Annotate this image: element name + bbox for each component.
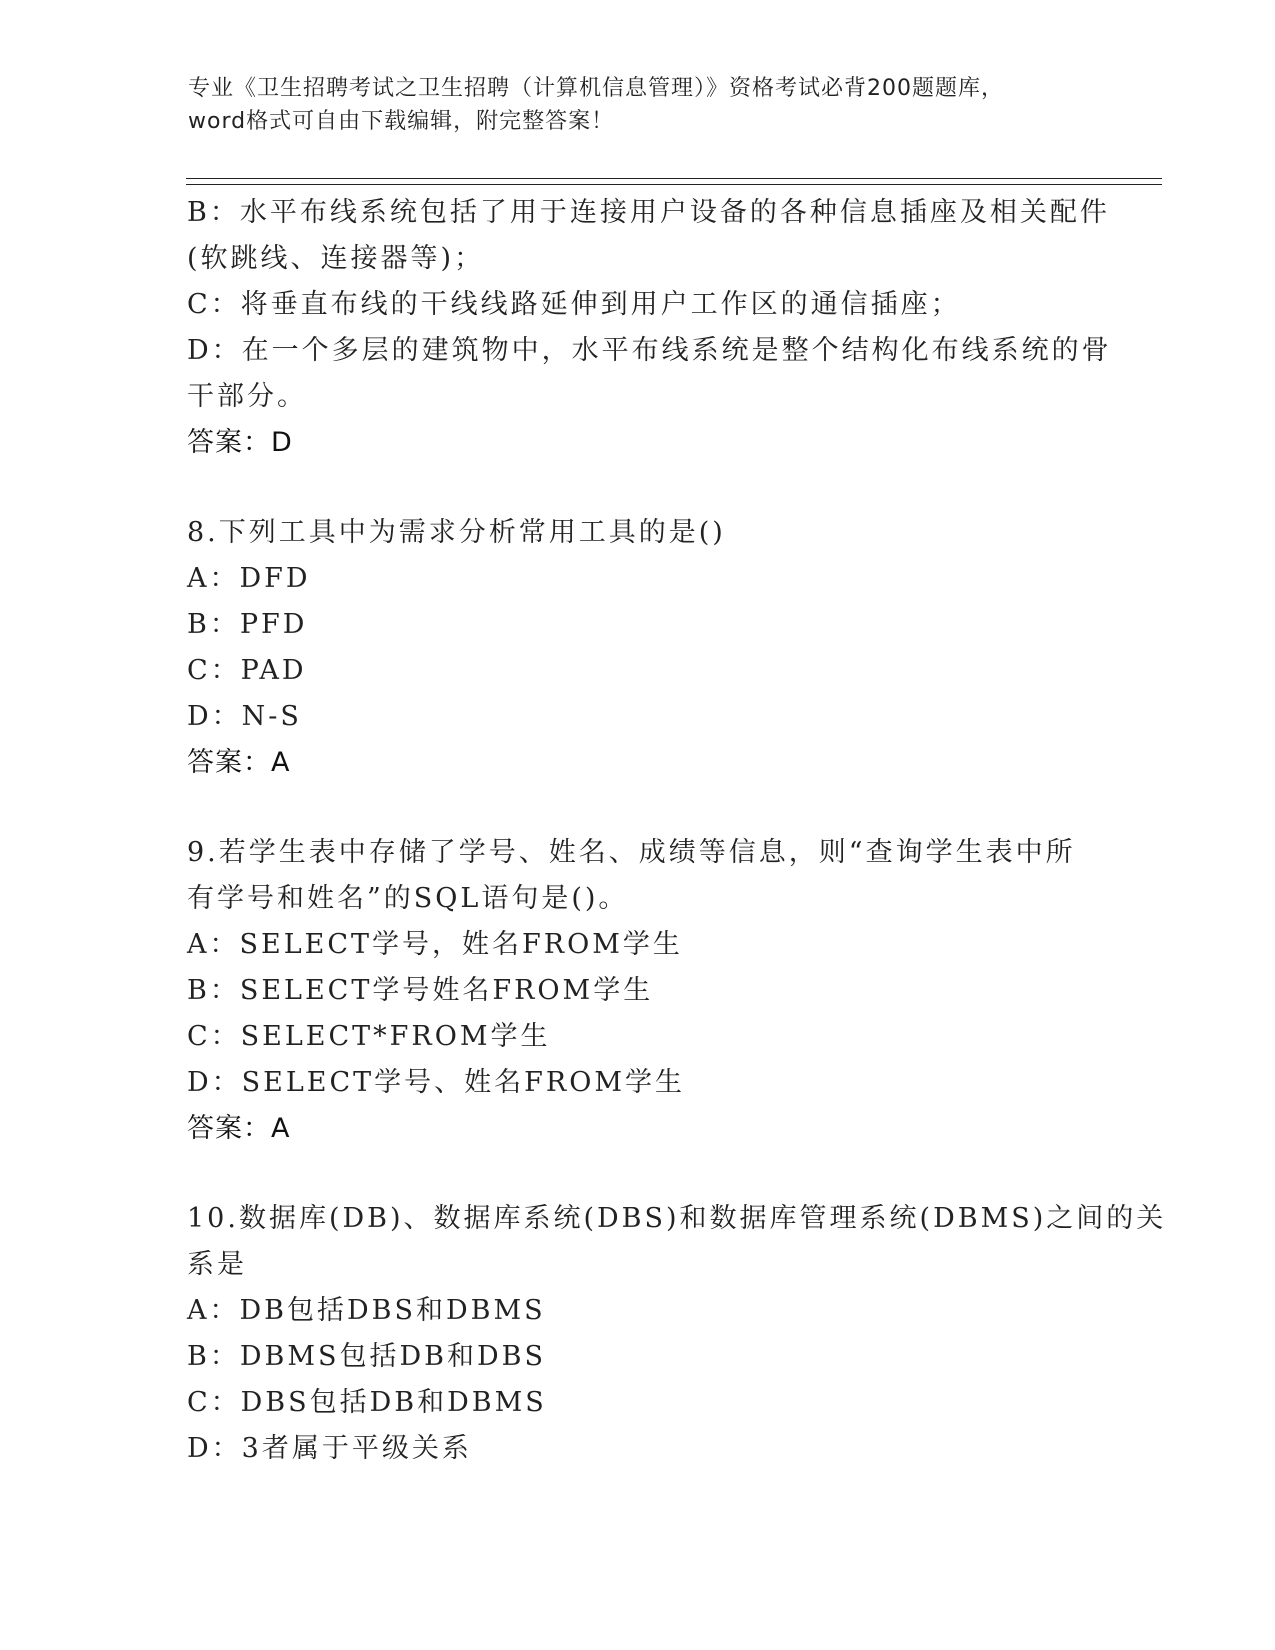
q8-option-a: A：DFD [187,563,311,594]
q7-option-d-line-1: D：在一个多层的建筑物中，水平布线系统是整个结构化布线系统的骨 [187,335,1112,366]
q9-answer: 答案：A [187,1113,291,1144]
q7-option-b-line-2: (软跳线、连接器等)； [187,243,485,274]
q8-option-b: B：PFD [187,609,308,640]
header-divider-bottom [186,184,1162,185]
question-10 [187,1196,1167,1472]
q7-option-d-line-2: 干部分。 [187,381,307,412]
q9-question-line-2: 有学号和姓名”的SQL语句是()。 [187,883,629,914]
q9-option-a: A：SELECT学号，姓名FROM学生 [187,929,683,960]
q9-option-d: D：SELECT学号、姓名FROM学生 [187,1067,686,1098]
q10-option-a: A：DB包括DBS和DBMS [187,1295,546,1326]
question-8 [187,510,1107,786]
q8-option-d: D：N-S [187,701,302,732]
spacer [187,1152,1107,1196]
q7-option-c: C：将垂直布线的干线线路延伸到用户工作区的通信插座； [187,289,961,320]
q8-question: 8.下列工具中为需求分析常用工具的是() [187,517,726,548]
question-9 [187,830,1107,1152]
q7-option-b-line-1: B：水平布线系统包括了用于连接用户设备的各种信息插座及相关配件 [187,197,1110,228]
q9-option-b: B：SELECT学号姓名FROM学生 [187,975,654,1006]
document-body [187,190,1167,1472]
q7-answer: 答案：D [187,427,293,458]
q8-answer: 答案：A [187,747,291,778]
document-header [188,72,1088,138]
q9-option-c: C：SELECT*FROM学生 [187,1021,551,1052]
spacer [187,466,1107,510]
question-7-continued [187,190,1112,466]
q10-question-line-2: 系是 [187,1249,247,1280]
spacer [187,786,1107,830]
header-divider-top [186,178,1162,179]
q10-option-b: B：DBMS包括DB和DBS [187,1341,546,1372]
q8-option-c: C：PAD [187,655,307,686]
header-title-line-1: 专业《卫生招聘考试之卫生招聘（计算机信息管理）》资格考试必背200题题库， [188,76,1004,101]
q10-option-c: C：DBS包括DB和DBMS [187,1387,547,1418]
q10-option-d: D：3者属于平级关系 [187,1433,472,1464]
q10-question-line-1: 10.数据库(DB)、数据库系统(DBS)和数据库管理系统(DBMS)之间的关 [187,1203,1167,1234]
header-title-line-2: word格式可自由下载编辑，附完整答案！ [188,109,615,134]
q9-question-line-1: 9.若学生表中存储了学号、姓名、成绩等信息，则“查询学生表中所 [187,837,1076,868]
